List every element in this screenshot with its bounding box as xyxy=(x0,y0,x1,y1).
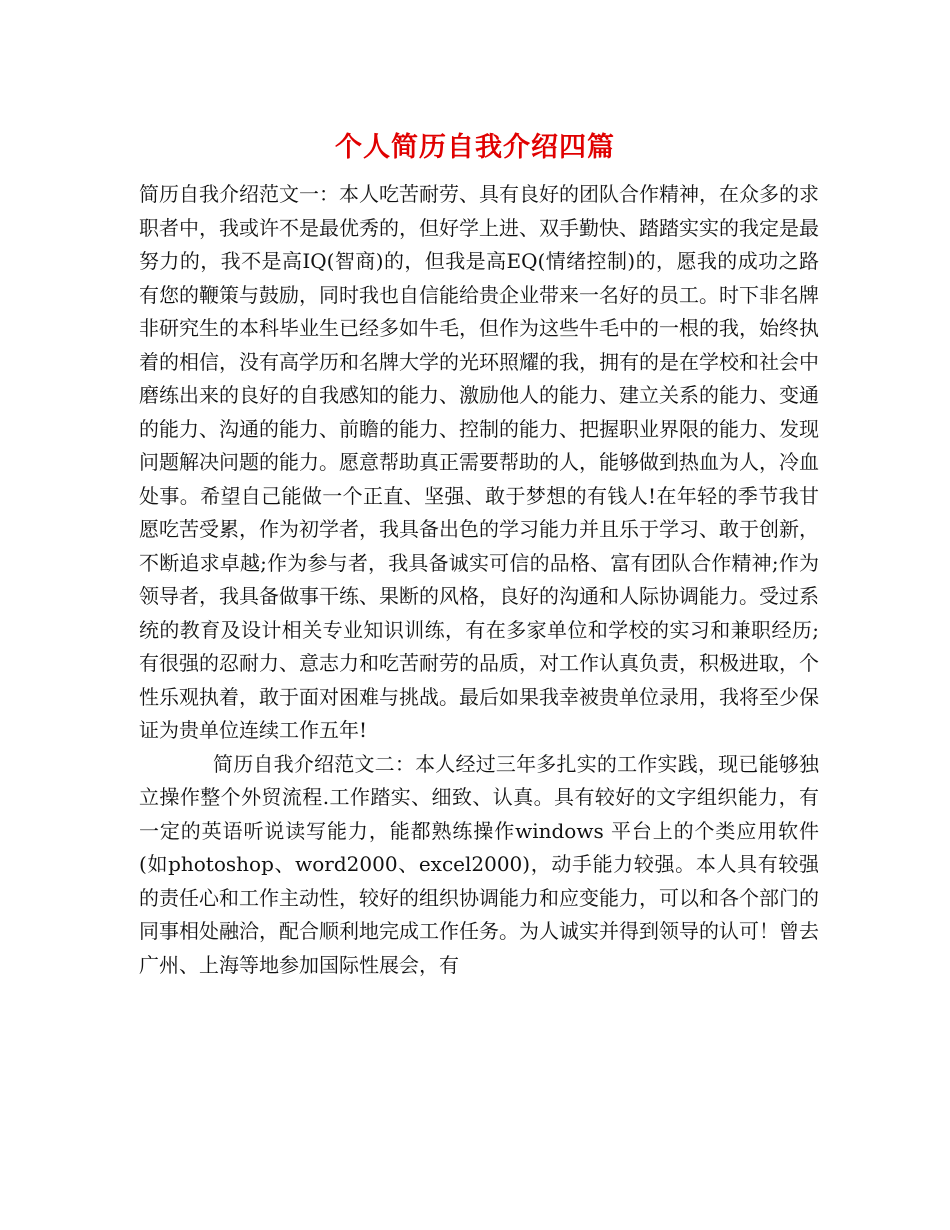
document-body xyxy=(139,178,819,982)
document-title: 个人简历自我介绍四篇 xyxy=(335,132,615,163)
paragraph-1: 简历自我介绍范文一：本人吃苦耐劳、具有良好的团队合作精神，在众多的求职者中，我或许不是最优秀的，但好学上进、双手勤快、踏踏实实的我定是最努力的，我不是高IQ(智商)的，但我是高EQ(情绪控制)的，愿我的成功之路有您的鞭策与鼓励，同时我也自信能给贵企业带来一名好的员工。时下非名牌非研究生的本科毕业生已经多如牛毛，但作为这些牛毛中的一根的我，始终执着的相信，没有高学历和名牌大学的光环照耀的我，拥有的是在学校和社会中磨练出来的良好的自我感知的能力、激励他人的能力、建立关系的能力、变通的能力、沟通的能力、前瞻的能力、控制的能力、把握职业界限的能力、发现问题解决问题的能力。愿意帮助真正需要帮助的人，能够做到热血为人，冷血处事。希望自己能做一个正直、坚强、敢于梦想的有钱人!在年轻的季节我甘愿吃苦受累，作为初学者，我具备出色的学习能力并且乐于学习、敢于创新，不断追求卓越;作为参与者，我具备诚实可信的品格、富有团队合作精神;作为领导者，我具备做事干练、果断的风格，良好的沟通和人际协调能力。受过系统的教育及设计相关专业知识训练，有在多家单位和学校的实习和兼职经历;有很强的忍耐力、意志力和吃苦耐劳的品质，对工作认真负责，积极进取，个性乐观执着，敢于面对困难与挑战。最后如果我幸被贵单位录用，我将至少保证为贵单位连续工作五年! xyxy=(139,182,819,742)
paragraph-2: 简历自我介绍范文二：本人经过三年多扎实的工作实践，现已能够独立操作整个外贸流程.工作踏实、细致、认真。具有较好的文字组织能力，有一定的英语听说读写能力，能都熟练操作windows 平台上的个类应用软件(如photoshop、word2000、excel2000)，动手能力较强。本人具有较强的责任心和工作主动性，较好的组织协调能力和应变能力，可以和各个部门的同事相处融洽，配合顺利地完成工作任务。为人诚实并得到领导的认可！曾去广州、上海等地参加国际性展会，有 xyxy=(139,751,819,977)
